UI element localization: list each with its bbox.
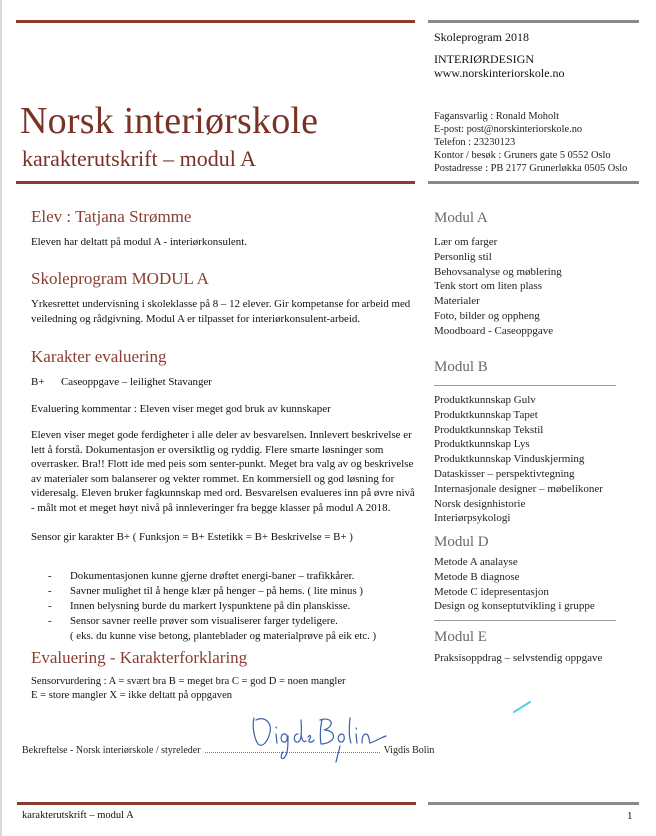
- page-subtitle: karakterutskrift – modul A: [22, 146, 257, 171]
- evaluation-heading: Karakter evaluering: [31, 347, 167, 366]
- contact-phone: Telefon : 23230123: [434, 137, 516, 148]
- feedback-list: [48, 569, 376, 644]
- module-item: Personlig stil: [434, 250, 492, 263]
- pen-mark-icon: [512, 700, 532, 714]
- signatory-name: Vigdis Bolin: [383, 745, 435, 756]
- page-edge: [0, 0, 2, 836]
- student-description: Eleven har deltatt på modul A - interiørkonsulent.: [31, 236, 247, 248]
- module-item: Design og konseptutvikling i gruppe: [434, 600, 595, 613]
- bullet-dash: -: [48, 570, 52, 582]
- grade-explanation-line1: Sensorvurdering : A = svært bra B = meget bra C = god D = noen mangler: [31, 676, 346, 687]
- department-name: INTERIØRDESIGN: [434, 52, 534, 66]
- grade-value: B+: [31, 376, 45, 388]
- module-d-heading: Modul D: [434, 534, 489, 550]
- bullet-dash: -: [48, 615, 52, 627]
- module-item: Produktkunnskap Tapet: [434, 408, 538, 421]
- module-b-divider: [434, 385, 616, 386]
- module-item: Interiørpsykologi: [434, 512, 511, 525]
- page-number: 1: [627, 810, 633, 822]
- contact-postal: Postadresse : PB 2177 Grunerløkka 0505 Oslo: [434, 163, 628, 174]
- module-d-divider: [434, 620, 616, 621]
- feedback-item: - Savner mulighet til å henge klær på henger – på hems. ( lite minus ): [48, 585, 363, 597]
- module-e-heading: Modul E: [434, 629, 487, 645]
- module-item: Produktkunnskap Vinduskjerming: [434, 453, 585, 466]
- program-description: Yrkesrettet undervisning i skoleklasse på 8 – 12 elever. Gir kompetanse for arbeid med veiledning og rådgivning. Modul A er tilpasset for interiørkonsulent-arbeid.: [31, 298, 411, 325]
- module-item: Tenk stort om liten plass: [434, 280, 542, 293]
- assignment-name: Caseoppgave – leilighet Stavanger: [61, 376, 212, 388]
- feedback-item: - Dokumentasjonen kunne gjerne drøftet energi-baner – trafikkårer.: [48, 570, 355, 582]
- program-heading: Skoleprogram MODUL A: [31, 269, 209, 288]
- grade-row: [31, 375, 212, 390]
- feedback-item: - Innen belysning burde du markert lyspunktene på din planskisse.: [48, 600, 351, 612]
- program-year: Skoleprogram 2018: [434, 30, 529, 44]
- grade-explanation-line2: E = store mangler X = ikke deltatt på oppgaven: [31, 690, 233, 701]
- module-item: Dataskisser – perspektivtegning: [434, 467, 575, 480]
- module-item: Produktkunnskap Gulv: [434, 394, 536, 406]
- footer-label: karakterutskrift – modul A: [22, 810, 134, 821]
- info-top-rule: [428, 20, 639, 23]
- contact-responsible: Fagansvarlig : Ronald Moholt: [434, 111, 559, 122]
- header-top-rule: [16, 20, 415, 23]
- grade-explanation-heading: Evaluering - Karakterforklaring: [31, 648, 248, 667]
- module-item: Moodboard - Caseoppgave: [434, 324, 554, 337]
- module-item: Metode C idepresentasjon: [434, 585, 549, 598]
- module-item: Internasjonale designer – møbelikoner: [434, 482, 603, 495]
- handwritten-signature-icon: [248, 712, 388, 764]
- page-title: Norsk interiørskole: [20, 100, 319, 142]
- feedback-item: - Sensor savner reelle prøver som visualiserer farger tydeligere.: [48, 615, 338, 627]
- module-item: Produktkunnskap Tekstil: [434, 423, 544, 436]
- module-item: Produktkunnskap Lys: [434, 438, 530, 451]
- evaluation-comment: Evaluering kommentar : Eleven viser meget god bruk av kunnskaper: [31, 403, 331, 415]
- feedback-continuation: ( eks. du kunne vise betong, planteblader og materialprøve på eik etc. ): [70, 630, 377, 642]
- module-b-heading: Modul B: [434, 359, 488, 375]
- footer-rule-gray: [428, 802, 639, 805]
- module-item: Foto, bilder og oppheng: [434, 309, 540, 322]
- module-item: Metode A analayse: [434, 556, 518, 568]
- bullet-dash: -: [48, 585, 52, 597]
- module-a-list: [434, 235, 562, 339]
- website-link[interactable]: www.norskinteriorskole.no: [434, 66, 565, 80]
- student-heading: Elev : Tatjana Strømme: [31, 207, 192, 226]
- module-item: Behovsanalyse og møblering: [434, 265, 562, 278]
- module-d-list: [434, 555, 595, 614]
- module-item: Norsk designhistorie: [434, 497, 526, 510]
- module-a-heading: Modul A: [434, 210, 488, 226]
- module-b-list: [434, 393, 603, 526]
- contact-office: Kontor / besøk : Gruners gate 5 0552 Oslo: [434, 150, 611, 161]
- module-item: Praksisoppdrag – selvstendig oppgave: [434, 652, 603, 664]
- footer-rule: [17, 802, 416, 805]
- contact-email[interactable]: E-post: post@norskinteriorskole.no: [434, 124, 583, 135]
- header-bottom-rule: [16, 181, 415, 184]
- module-item: Materialer: [434, 295, 480, 308]
- bullet-dash: -: [48, 600, 52, 612]
- sensor-line: Sensor gir karakter B+ ( Funksjon = B+ Estetikk = B+ Beskrivelse = B+ ): [31, 531, 353, 543]
- info-bottom-rule: [428, 181, 639, 184]
- module-item: Lær om farger: [434, 236, 498, 248]
- module-item: Metode B diagnose: [434, 570, 520, 583]
- evaluation-body: Eleven viser meget gode ferdigheter i alle deler av besvarelsen. Innlevert beskrivelse er lett å forstå. Dokumentasjon er oversiktlig og ryddig. Flere smarte løsninger som overrasker. Bra!! Flott ide med peis som senter-punkt. Meget bra valg av og beskrivelse av materialer som balanserer og vekter rommet. En kommersiell og god løsning for videresalg. Eleven bruker fagkunnskap med ord. Besvarelsen evalueres inn på øvre nivå - målt mot et meget høyt nivå på innleveringer fra begge klasser på modul A 2018.: [31, 429, 415, 514]
- module-e-list: [434, 651, 602, 666]
- confirmation-label: Bekreftelse - Norsk interiørskole / styreleder: [22, 745, 201, 756]
